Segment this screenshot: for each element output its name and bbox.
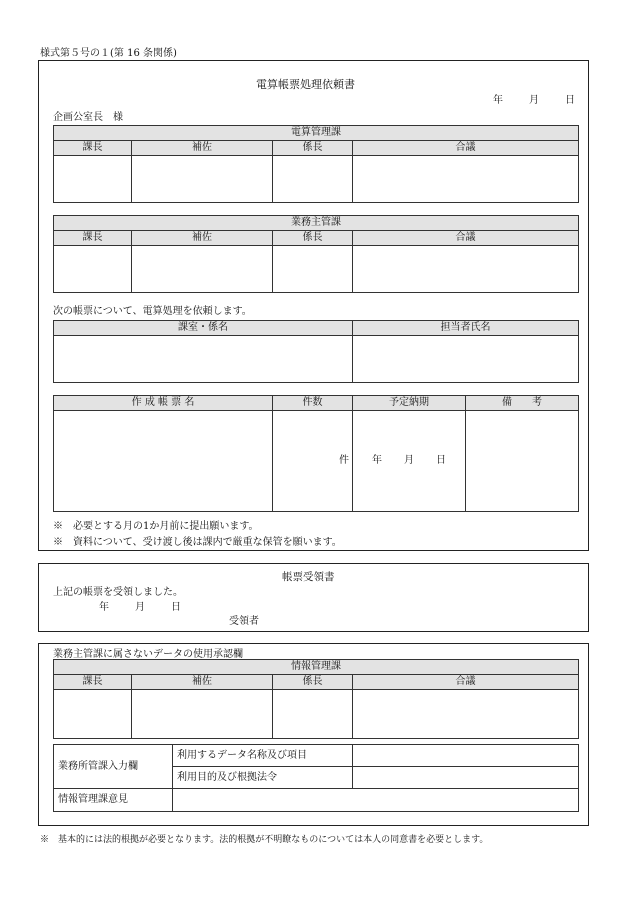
stamp-cell[interactable] <box>54 246 132 293</box>
receipt-month: 月 <box>135 602 145 613</box>
column-header: 件数 <box>273 396 353 411</box>
count-unit: 件 <box>339 455 349 466</box>
stamp-cell[interactable] <box>353 246 579 293</box>
stamp-cell[interactable] <box>132 156 273 203</box>
info-approval-table <box>53 659 579 739</box>
column-header: 係長 <box>273 231 353 246</box>
note: ※ 資料について、受け渡し後は課内で厳重な保管を願います。 <box>53 537 342 548</box>
business-approval-table <box>53 215 579 293</box>
column-header: 補佐 <box>132 141 273 156</box>
stamp-cell[interactable] <box>273 690 353 739</box>
receipt-text: 上記の帳票を受領しました。 <box>53 587 183 598</box>
staff-name-input[interactable] <box>353 336 579 383</box>
column-header: 補佐 <box>132 231 273 246</box>
note: ※ 必要とする月の1か月前に提出願います。 <box>53 521 259 532</box>
date-day: 日 <box>565 95 575 106</box>
column-header: 備 考 <box>466 396 579 411</box>
column-header: 予定納期 <box>353 396 466 411</box>
date-month: 月 <box>529 95 539 106</box>
section-input[interactable] <box>54 336 353 383</box>
receipt-title: 帳票受領書 <box>282 571 335 583</box>
section-name: 情報管理課 <box>54 660 579 675</box>
date-year: 年 <box>493 95 503 106</box>
stamp-cell[interactable] <box>132 246 273 293</box>
stamp-cell[interactable] <box>273 246 353 293</box>
purpose-label: 利用目的及び根拠法令 <box>173 767 353 789</box>
report-name-input[interactable] <box>54 411 273 512</box>
column-header: 作 成 帳 票 名 <box>54 396 273 411</box>
stamp-cell[interactable] <box>54 156 132 203</box>
column-header: 担当者氏名 <box>353 321 579 336</box>
column-header: 課長 <box>54 675 132 690</box>
column-header: 合議 <box>353 141 579 156</box>
request-text: 次の帳票について、電算処理を依頼します。 <box>53 306 252 317</box>
stamp-cell[interactable] <box>353 156 579 203</box>
data-name-input[interactable] <box>353 745 579 767</box>
opinion-label: 情報管理課意見 <box>54 789 173 812</box>
count-input[interactable] <box>273 411 353 512</box>
column-header: 係長 <box>273 141 353 156</box>
remarks-input[interactable] <box>466 411 579 512</box>
due-year: 年 <box>372 455 382 466</box>
recipient-label: 受領者 <box>229 616 259 627</box>
computing-approval-table <box>53 125 579 203</box>
opinion-input[interactable] <box>173 789 579 812</box>
approval-title: 業務主管課に属さないデータの使用承認欄 <box>53 649 243 660</box>
form-title: 電算帳票処理依頼書 <box>256 78 355 91</box>
column-header: 課長 <box>54 141 132 156</box>
column-header: 補佐 <box>132 675 273 690</box>
addressee: 企画公室長 様 <box>53 112 123 123</box>
report-table <box>53 395 579 512</box>
receipt-year: 年 <box>99 602 109 613</box>
section-name: 電算管理課 <box>54 126 579 141</box>
stamp-cell[interactable] <box>132 690 273 739</box>
purpose-input[interactable] <box>353 767 579 789</box>
column-header: 係長 <box>273 675 353 690</box>
column-header: 合議 <box>353 675 579 690</box>
due-date-input[interactable] <box>353 411 466 512</box>
receipt-day: 日 <box>171 602 181 613</box>
column-header: 課室・係名 <box>54 321 353 336</box>
stamp-cell[interactable] <box>353 690 579 739</box>
stamp-cell[interactable] <box>54 690 132 739</box>
data-usage-table <box>53 744 579 812</box>
data-name-label: 利用するデータ名称及び項目 <box>173 745 353 767</box>
form-number: 様式第５号の１(第 16 条関係) <box>40 48 177 59</box>
due-day: 日 <box>436 455 446 466</box>
section-name: 業務主管課 <box>54 216 579 231</box>
requester-table <box>53 320 579 383</box>
column-header: 合議 <box>353 231 579 246</box>
column-header: 課長 <box>54 231 132 246</box>
stamp-cell[interactable] <box>273 156 353 203</box>
footer-note: ※ 基本的には法的根拠が必要となります。法的根拠が不明瞭なものについては本人の同意書を必要とします。 <box>40 835 489 845</box>
due-month: 月 <box>404 455 414 466</box>
input-label: 業務所管課入力欄 <box>54 745 173 789</box>
